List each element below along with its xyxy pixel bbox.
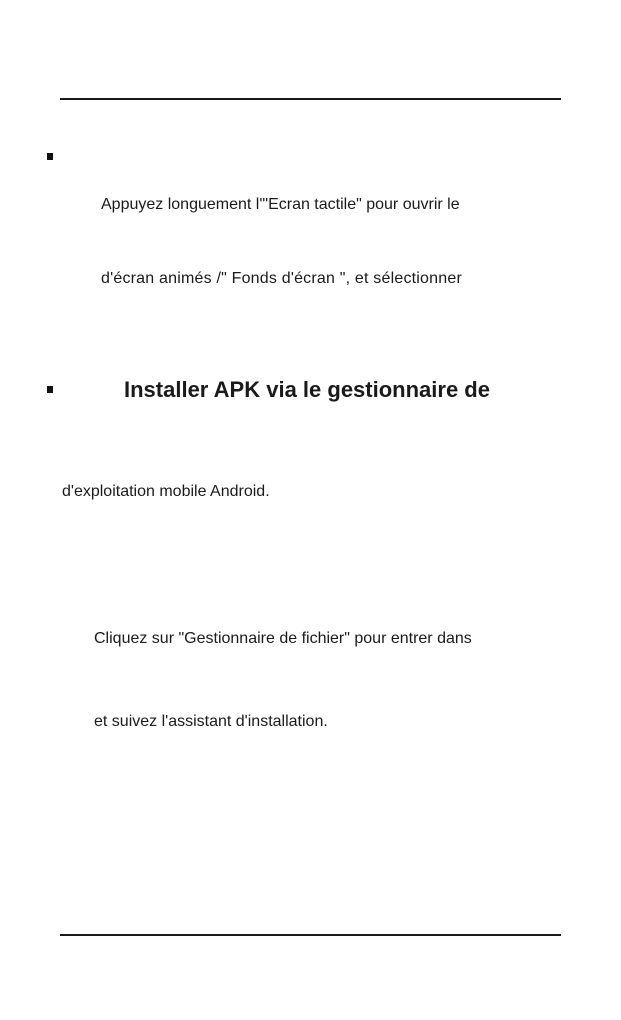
bottom-divider	[60, 934, 561, 936]
body-text-line: et suivez l'assistant d'installation.	[94, 713, 328, 730]
body-text-line: d'exploitation mobile Android.	[62, 483, 270, 500]
bullet-square-icon	[47, 153, 53, 160]
top-divider	[60, 98, 561, 100]
body-text-line: Cliquez sur "Gestionnaire de fichier" pour entrer dans	[94, 630, 472, 647]
body-text-line: Appuyez longuement l'"Ecran tactile" pour ouvrir le	[101, 196, 460, 213]
body-text-line: d'écran animés /" Fonds d'écran ", et sélectionner	[101, 270, 462, 287]
section-heading: Installer APK via le gestionnaire de	[124, 377, 490, 402]
bullet-square-icon	[47, 386, 53, 393]
